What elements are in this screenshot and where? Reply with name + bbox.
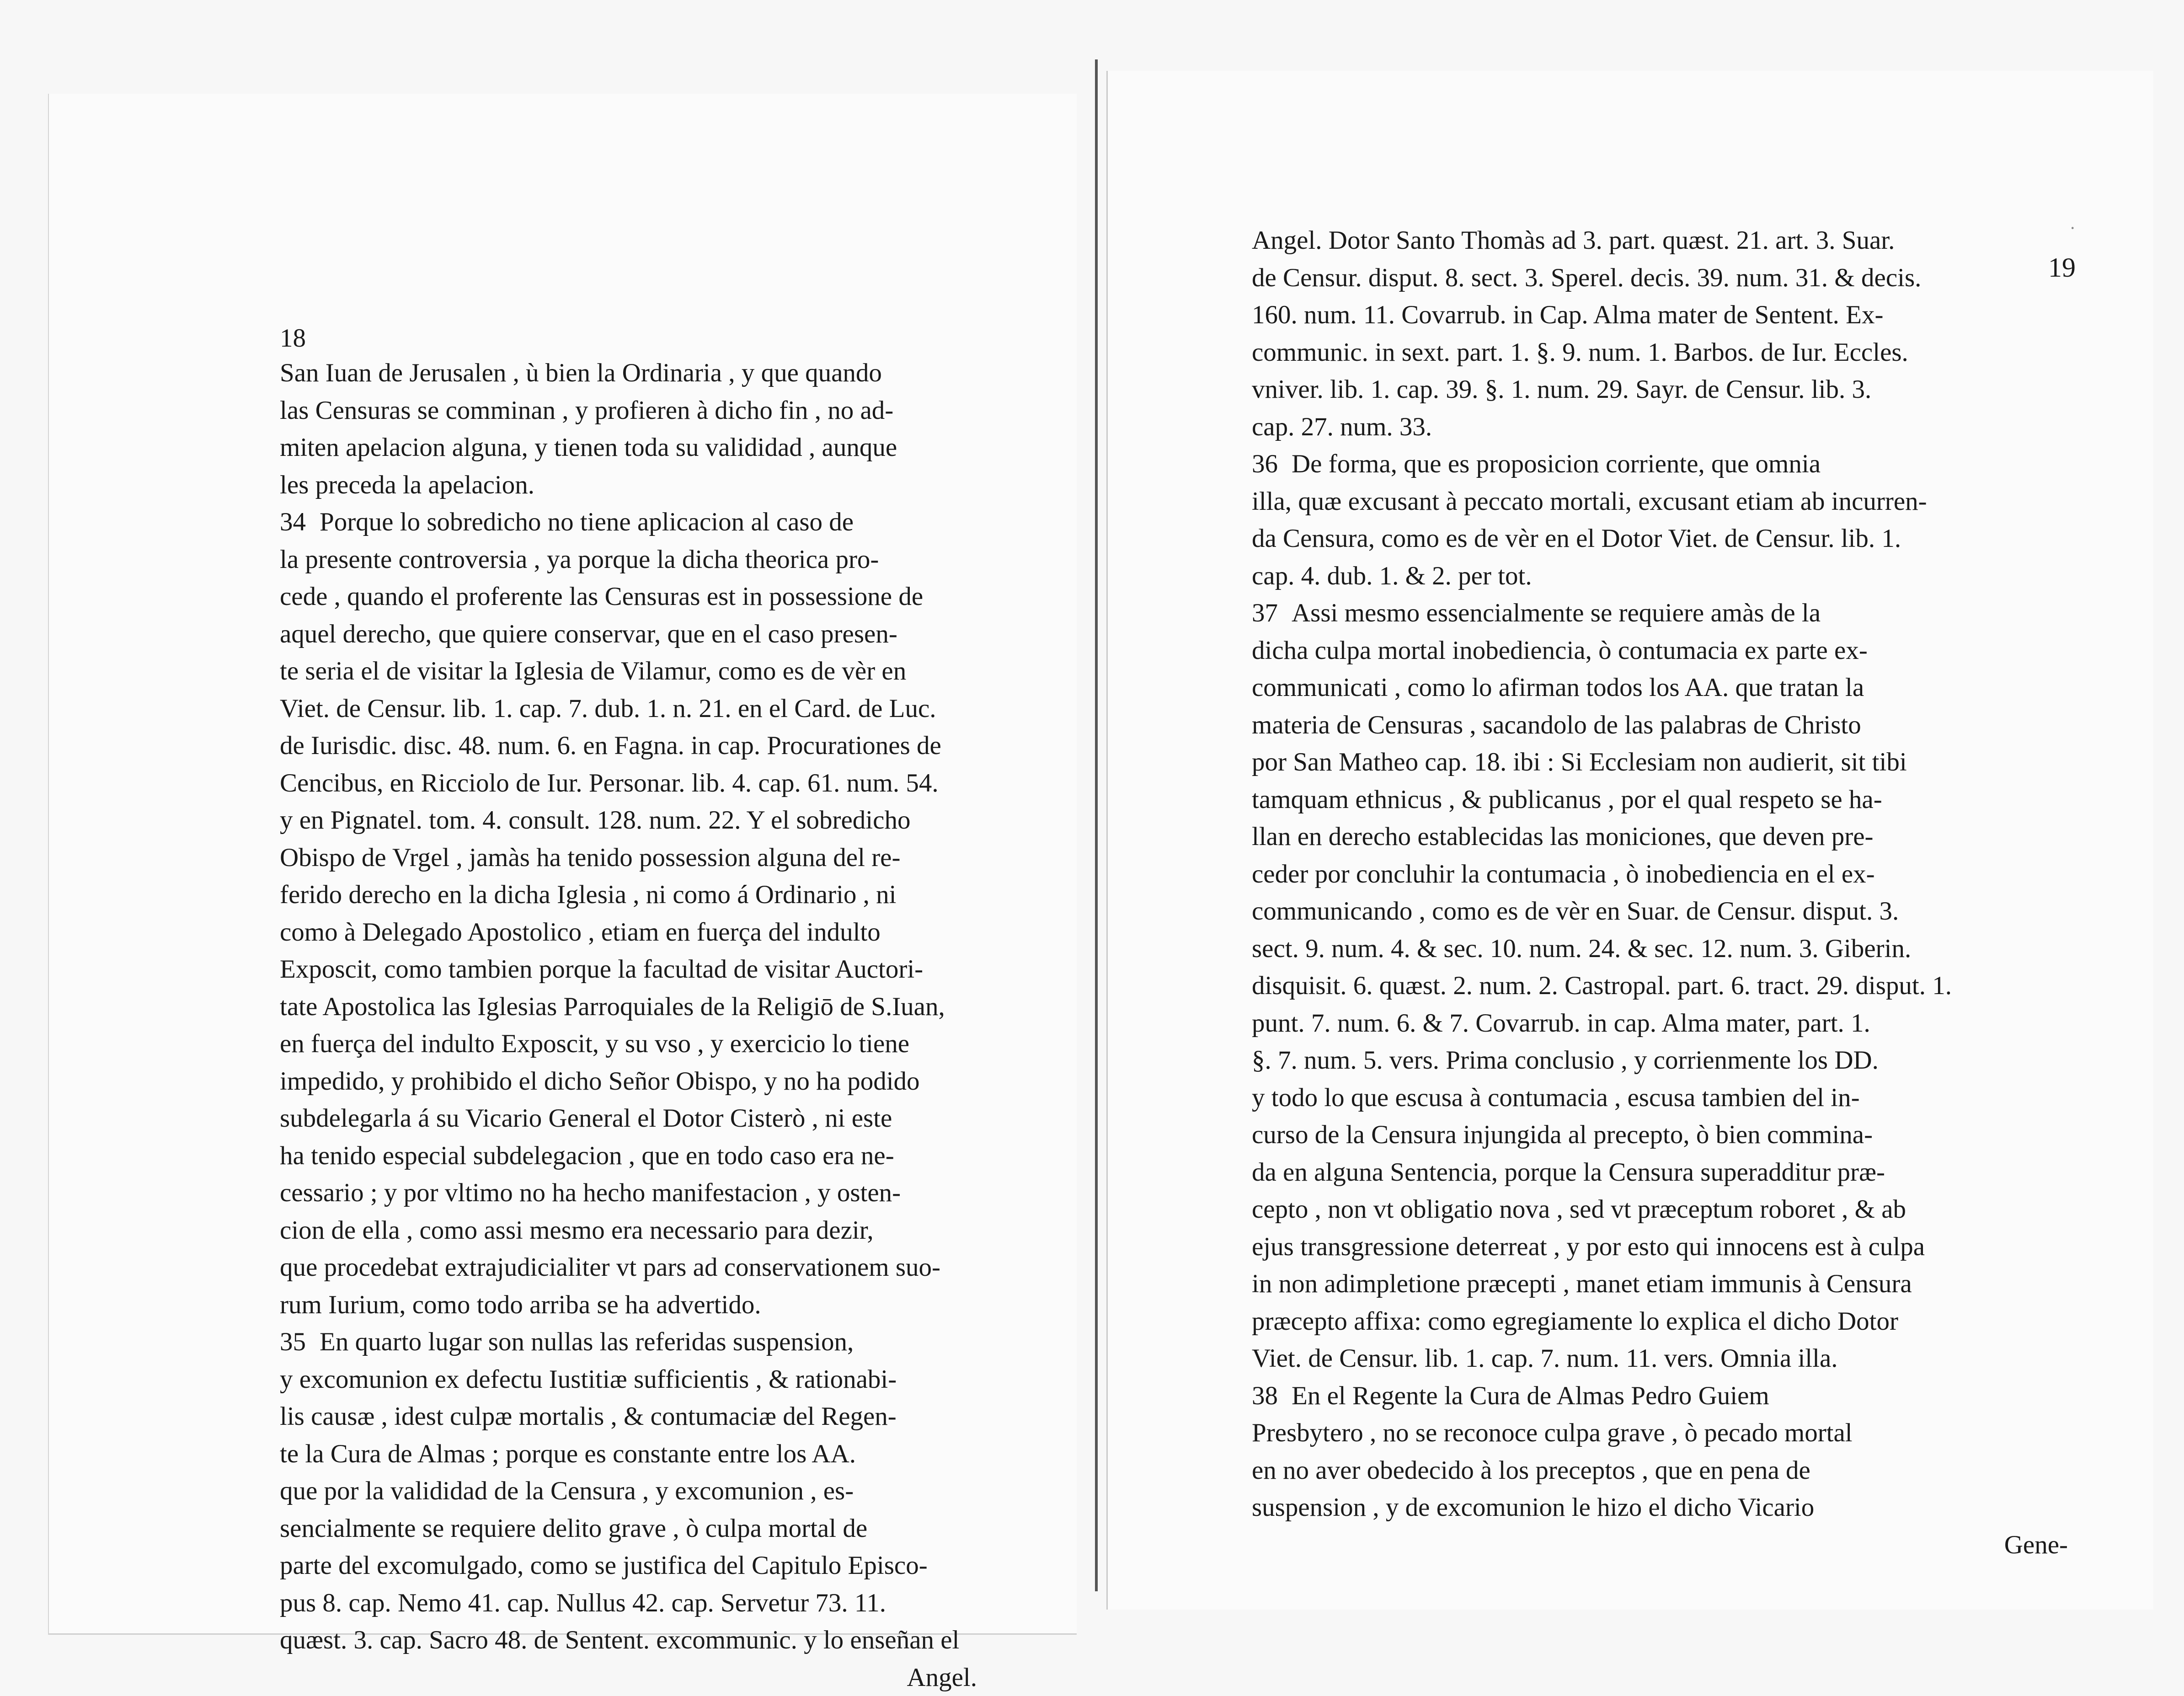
text-line: en fuerça del indulto Exposcit, y su vso , y exercicio lo tiene — [280, 1025, 1000, 1063]
text-line: tate Apostolica las Iglesias Parroquiales de la Religiō de S.Iuan, — [280, 988, 1000, 1026]
text-line: materia de Censuras , sacandolo de las palabras de Christo — [1252, 706, 2072, 744]
text-line: sencialmente se requiere delito grave , ò culpa mortal de — [280, 1510, 1000, 1547]
text-line: curso de la Censura injungida al precepto, ò bien commina- — [1252, 1116, 2072, 1154]
text-line: que por la valididad de la Censura , y excomunion , es- — [280, 1472, 1000, 1510]
text-line: ceder por concluhir la contumacia , ò inobediencia en el ex- — [1252, 856, 2072, 893]
paragraph-number-38: 38 — [1252, 1377, 1278, 1415]
text-line: las Censuras se comminan , y profieren à dicho fin , no ad- — [280, 392, 1000, 429]
right-page — [1106, 71, 2153, 1610]
text-line: da en alguna Sentencia, porque la Censura superadditur præ- — [1252, 1154, 2072, 1191]
text-line: cede , quando el proferente las Censuras est in possessione de — [280, 578, 1000, 615]
paragraph-number-35: 35 — [280, 1323, 306, 1361]
text-line: ejus transgressione deterreat , y por esto qui innocens est à culpa — [1252, 1228, 2072, 1266]
text-line: Viet. de Censur. lib. 1. cap. 7. dub. 1. n. 21. en el Card. de Luc. — [280, 690, 1000, 728]
text-line: por San Matheo cap. 18. ibi : Si Ecclesiam non audierit, sit tibi — [1252, 744, 2072, 781]
text-line: rum Iurium, como todo arriba se ha advertido. — [280, 1286, 1000, 1324]
text-line: sect. 9. num. 4. & sec. 10. num. 24. & sec. 12. num. 3. Giberin. — [1252, 930, 2072, 968]
catchword-right: Gene- — [1252, 1526, 2072, 1564]
text-line: llan en derecho establecidas las moniciones, que deven pre- — [1252, 818, 2072, 856]
text-line: communicando , como es de vèr en Suar. de Censur. disput. 3. — [1252, 893, 2072, 930]
text-line: Cencibus, en Ricciolo de Iur. Personar. lib. 4. cap. 61. num. 54. — [280, 765, 1000, 802]
text-line: Angel. Dotor Santo Thomàs ad 3. part. quæst. 21. art. 3. Suar. — [1252, 222, 2072, 259]
text-line: impedido, y prohibido el dicho Señor Obispo, y no ha podido — [280, 1063, 1000, 1100]
text-line: suspension , y de excomunion le hizo el dicho Vicario — [1252, 1489, 2072, 1526]
text-line: en no aver obedecido à los preceptos , que en pena de — [1252, 1452, 2072, 1489]
text-line: quæst. 3. cap. Sacro 48. de Sentent. excommunic. y lo enseñan el — [280, 1621, 1000, 1659]
text-line: lis causæ , idest culpæ mortalis , & contumaciæ del Regen- — [280, 1398, 1000, 1435]
text-line: les preceda la apelacion. — [280, 466, 1000, 504]
text-line: illa, quæ excusant à peccato mortali, excusant etiam ab incurren- — [1252, 483, 2072, 520]
text-line: tamquam ethnicus , & publicanus , por el qual respeto se ha- — [1252, 781, 2072, 819]
text-line: ferido derecho en la dicha Iglesia , ni como á Ordinario , ni — [280, 876, 1000, 914]
text-line: de Iurisdic. disc. 48. num. 6. en Fagna. in cap. Procurationes de — [280, 727, 1000, 765]
paragraph-number-34: 34 — [280, 503, 306, 541]
text-line: ha tenido especial subdelegacion , que en todo caso era ne- — [280, 1137, 1000, 1175]
text-line: como à Delegado Apostolico , etiam en fuerça del indulto — [280, 914, 1000, 951]
left-page-text — [280, 322, 1000, 1696]
text-line: Obispo de Vrgel , jamàs ha tenido possession alguna del re- — [280, 839, 1000, 877]
text-line: y excomunion ex defectu Iustitiæ sufficientis , & rationabi- — [280, 1361, 1000, 1398]
paragraph-36-line: 36 De forma, que es proposicion corriente, que omnia — [1252, 445, 2072, 483]
text-line: da Censura, como es de vèr en el Dotor Viet. de Censur. lib. 1. — [1252, 520, 2072, 557]
text-line: præcepto affixa: como egregiamente lo explica el dicho Dotor — [1252, 1303, 2072, 1340]
text-line: cap. 27. num. 33. — [1252, 408, 2072, 446]
left-page — [48, 94, 1077, 1635]
text-line: miten apelacion alguna, y tienen toda su valididad , aunque — [280, 429, 1000, 466]
text-line: dicha culpa mortal inobediencia, ò contumacia ex parte ex- — [1252, 632, 2072, 669]
paragraph-35-line: 35 En quarto lugar son nullas las referidas suspension, — [280, 1323, 1000, 1361]
text-line: cion de ella , como assi mesmo era necessario para dezir, — [280, 1212, 1000, 1249]
text-line: punt. 7. num. 6. & 7. Covarrub. in cap. Alma mater, part. 1. — [1252, 1005, 2072, 1042]
page-mark: · — [2070, 217, 2076, 239]
text-line: subdelegarla á su Vicario General el Dotor Cisterò , ni este — [280, 1100, 1000, 1137]
book-spine — [1095, 59, 1098, 1591]
text-line: §. 7. num. 5. vers. Prima conclusio , y corrienmente los DD. — [1252, 1042, 2072, 1079]
page-number-right: 19 — [2048, 254, 2076, 281]
text-line: cepto , non vt obligatio nova , sed vt præceptum roboret , & ab — [1252, 1191, 2072, 1228]
text-line: cap. 4. dub. 1. & 2. per tot. — [1252, 557, 2072, 595]
text-line: la presente controversia , ya porque la dicha theorica pro- — [280, 541, 1000, 578]
text-line: in non adimpletione præcepti , manet etiam immunis à Censura — [1252, 1265, 2072, 1303]
text-line: 160. num. 11. Covarrub. in Cap. Alma mater de Sentent. Ex- — [1252, 296, 2072, 334]
text-line: parte del excomulgado, como se justifica del Capitulo Episco- — [280, 1547, 1000, 1584]
text-line: que procedebat extrajudicialiter vt pars ad conservationem suo- — [280, 1249, 1000, 1286]
text-line: cessario ; y por vltimo no ha hecho manifestacion , y osten- — [280, 1174, 1000, 1212]
paragraph-number-36: 36 — [1252, 445, 1278, 483]
text-line: San Iuan de Jerusalen , ù bien la Ordinaria , y que quando — [280, 354, 1000, 392]
text-line: de Censur. disput. 8. sect. 3. Sperel. decis. 39. num. 31. & decis. — [1252, 259, 2072, 297]
paragraph-37-line: 37 Assi mesmo essencialmente se requiere amàs de la — [1252, 594, 2072, 632]
text-line: Presbytero , no se reconoce culpa grave , ò pecado mortal — [1252, 1414, 2072, 1452]
paragraph-34-line: 34 Porque lo sobredicho no tiene aplicacion al caso de — [280, 503, 1000, 541]
text-line: vniver. lib. 1. cap. 39. §. 1. num. 29. Sayr. de Censur. lib. 3. — [1252, 371, 2072, 408]
text-line: disquisit. 6. quæst. 2. num. 2. Castropal. part. 6. tract. 29. disput. 1. — [1252, 967, 2072, 1005]
text-line: y todo lo que escusa à contumacia , escusa tambien del in- — [1252, 1079, 2072, 1117]
text-line: te seria el de visitar la Iglesia de Vilamur, como es de vèr en — [280, 653, 1000, 690]
text-line: Exposcit, como tambien porque la facultad de visitar Auctori- — [280, 951, 1000, 988]
paragraph-38-line: 38 En el Regente la Cura de Almas Pedro Guiem — [1252, 1377, 2072, 1415]
text-line: te la Cura de Almas ; porque es constante entre los AA. — [280, 1435, 1000, 1473]
text-line: y en Pignatel. tom. 4. consult. 128. num. 22. Y el sobredicho — [280, 802, 1000, 839]
right-page-text — [1252, 222, 2072, 1563]
text-line: communic. in sext. part. 1. §. 9. num. 1. Barbos. de Iur. Eccles. — [1252, 334, 2072, 371]
page-number-left: 18 — [280, 322, 1000, 354]
paragraph-number-37: 37 — [1252, 594, 1278, 632]
catchword-left: Angel. — [280, 1659, 1000, 1696]
text-line: pus 8. cap. Nemo 41. cap. Nullus 42. cap. Servetur 73. 11. — [280, 1584, 1000, 1622]
text-line: aquel derecho, que quiere conservar, que en el caso presen- — [280, 615, 1000, 653]
text-line: Viet. de Censur. lib. 1. cap. 7. num. 11. vers. Omnia illa. — [1252, 1340, 2072, 1377]
text-line: communicati , como lo afirman todos los AA. que tratan la — [1252, 669, 2072, 706]
